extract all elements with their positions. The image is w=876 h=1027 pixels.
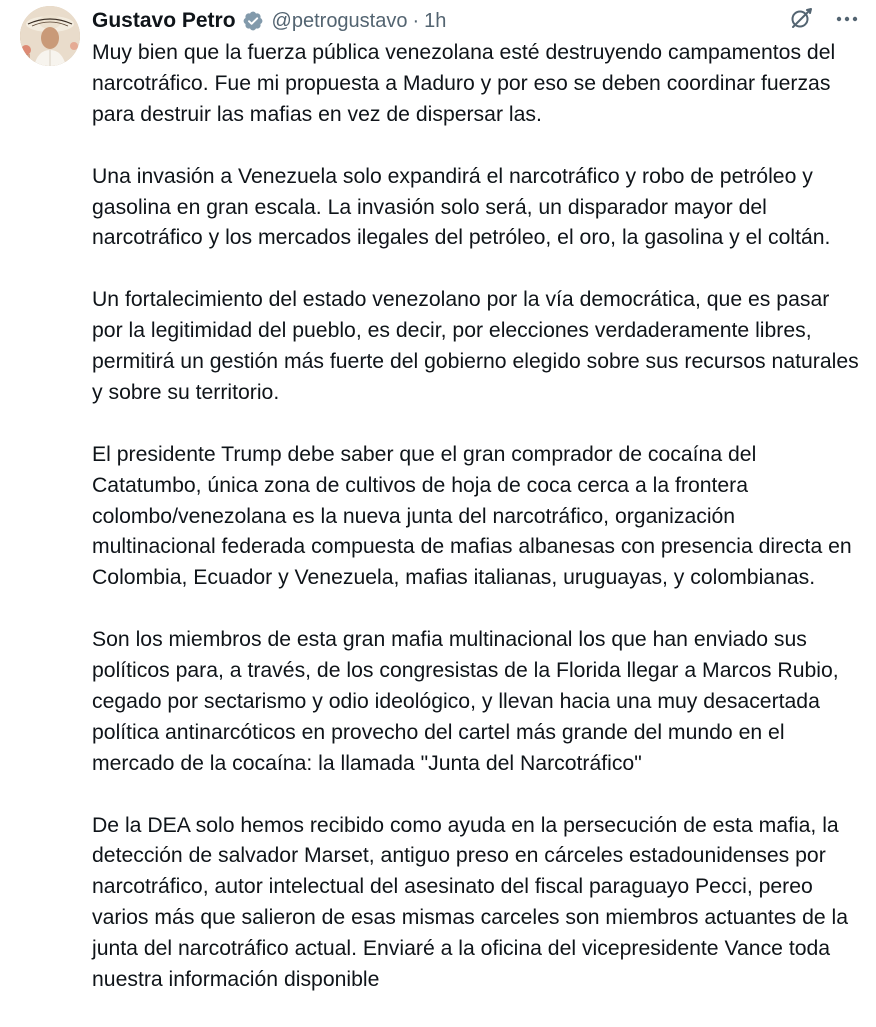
tweet-paragraph: Una invasión a Venezuela solo expandirá el narcotráfico y robo de petróleo y gasolina en gran escala. La invasión solo será, un disparador mayor del narcotráfico y los mercados ilegales del petróleo, el oro, la gasolina y el coltán. [92, 164, 831, 250]
avatar-image-icon [20, 6, 80, 66]
timestamp[interactable]: 1h [424, 9, 447, 32]
tweet-actions [788, 6, 860, 32]
grok-icon[interactable] [788, 6, 814, 32]
more-options-icon[interactable] [834, 6, 860, 32]
tweet-text [92, 38, 862, 1027]
handle[interactable]: @petrogustavo [271, 9, 408, 32]
tweet-header [92, 4, 446, 38]
avatar[interactable] [20, 6, 80, 66]
tweet-paragraph: De la DEA solo hemos recibido como ayuda en la persecución de esta mafia, la detección de salvador Marset, antiguo preso en cárceles estadounidenses por narcotráfico, autor intelectual del asesinato del fiscal paraguayo Pecci, pereo varios más que salieron de esas mismas carceles son miembros actuantes de la junta del narcotráfico actual. Enviaré a la oficina del vicepresidente Vance toda nuestra información disponible [92, 813, 849, 992]
tweet-paragraph: Un fortalecimiento del estado venezolano por la vía democrática, que es pasar por la legitimidad del pueblo, es decir, por elecciones verdaderamente libres, permitirá un gestión más fuerte del gobierno elegido sobre sus recursos naturales y sobre su territorio. [92, 288, 859, 404]
tweet-paragraph: Son los miembros de esta gran mafia multinacional los que han enviado sus políticos para, a través, de los congresistas de la Florida llegar a Marcos Rubio, cegado por sectarismo y odio ideológico, y llevan hacia una muy desacertada política antinarcóticos en provecho del cartel más grande del mundo en el mercado de la cocaína: la llamada "Junta del Narcotráfico" [92, 628, 839, 775]
verified-badge-icon[interactable] [242, 10, 264, 32]
header-separator: · [412, 9, 420, 32]
display-name[interactable]: Gustavo Petro [92, 9, 236, 32]
tweet-paragraph: Muy bien que la fuerza pública venezolana esté destruyendo campamentos del narcotráfico. Fue mi propuesta a Maduro y por eso se deben coordinar fuerzas para destruir las mafias en vez de dispersar las. [92, 41, 836, 126]
tweet-paragraph: El presidente Trump debe saber que el gran comprador de cocaína del Catatumbo, única zona de cultivos de hoja de coca cerca a la frontera colombo/venezolana es la nueva junta del narcotráfico, organización multinacional federada compuesta de mafias albanesas con presencia directa en Colombia, Ecuador y Venezuela, mafias italianas, uruguayas, y colombianas. [92, 442, 852, 590]
